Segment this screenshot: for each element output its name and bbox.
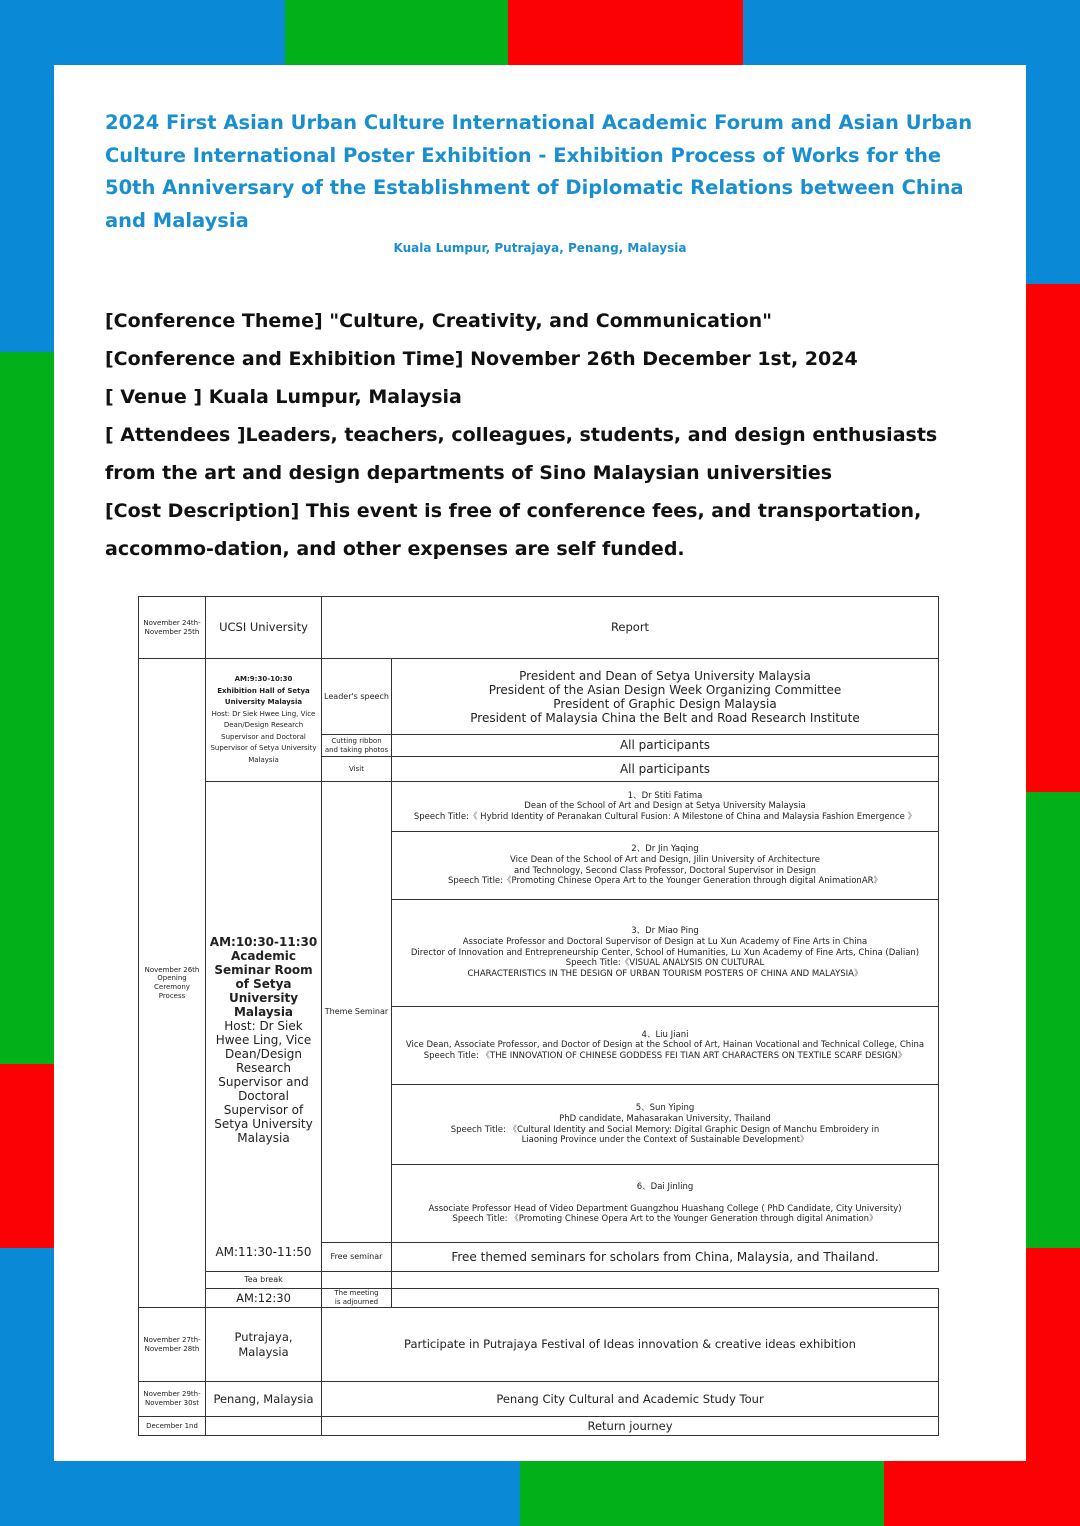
border-block: [508, 0, 743, 65]
date-cell: December 1nd: [139, 1417, 206, 1436]
activity-cell: Report: [322, 597, 939, 659]
table-row: [139, 1272, 939, 1289]
adjourn-time: AM:12:30: [206, 1289, 322, 1308]
border-block: [1026, 792, 1080, 1248]
date-cell: November 24th- November 25th: [139, 597, 206, 659]
activity-label: The meeting is adjourned: [322, 1289, 392, 1308]
activity-content: Free themed seminars for scholars from China, Malaysia, and Thailand.: [392, 1243, 939, 1272]
conference-attendees: [ Attendees ]Leaders, teachers, colleagues, students, and design enthusiasts from the art and design departments of Sino Malaysian universities: [105, 424, 938, 484]
opening-session-cell: [206, 659, 322, 782]
border-block: [0, 1064, 54, 1248]
activity-label: Free seminar: [322, 1243, 392, 1272]
conference-venue: [ Venue ] Kuala Lumpur, Malaysia: [105, 386, 462, 408]
border-block: [285, 0, 508, 65]
speaker-item: 3、Dr Miao Ping Associate Professor and Doctoral Supervisor of Design at Lu Xun Academy of Fine Arts in China Director of Innovation and Entrepreneurship Center, School of Humanities, Lu Xun Academy of Fine Arts, China (Dalian) Speech Title:《VISUAL ANALYSIS ON CULTURAL CHARACTERISTICS IN THE DESIGN OF URBAN TOURISM POSTERS OF CHINA AND MALAYSIA》: [392, 900, 939, 1007]
seminar-place: Academic Seminar Room of Setya University Malaysia: [214, 949, 313, 1019]
table-row: [139, 1417, 939, 1436]
border-block: [520, 1461, 884, 1526]
activity-cell: Penang City Cultural and Academic Study Tour: [322, 1382, 939, 1417]
activity-cell: Participate in Putrajaya Festival of Ideas innovation & creative ideas exhibition: [322, 1308, 939, 1382]
border-block: [884, 1461, 1080, 1526]
place-cell: Penang, Malaysia: [206, 1382, 322, 1417]
conference-info: [105, 302, 975, 568]
speaker-item: 6、Dai Jinling Associate Professor Head of Video Department Guangzhou Huashang College ( PhD Candidate, City University) Speech Title: 《Promoting Chinese Opera Art to the Younger Generation through digital Animation》: [392, 1165, 939, 1243]
date-cell: November 29th- November 30st: [139, 1382, 206, 1417]
schedule-table: [138, 596, 939, 1436]
seminar-time: AM:10:30-11:30: [209, 935, 318, 949]
activity-content: [392, 1289, 939, 1308]
activity-content: [322, 1272, 392, 1289]
activity-cell: Return journey: [322, 1417, 939, 1436]
place-cell: UCSI University: [206, 597, 322, 659]
table-row: [139, 1289, 939, 1308]
seminar-host: Host: Dr Siek Hwee Ling, Vice Dean/Design Research Supervisor and Doctoral Supervisor of Setya University Malaysia: [214, 1019, 313, 1145]
activity-label: Leader's speech: [322, 659, 392, 735]
activity-content: President and Dean of Setya University Malaysia President of the Asian Design Week Organizing Committee President of Graphic Design Malaysia President of Malaysia China the Belt and Road Research Institute: [392, 659, 939, 735]
speaker-item: 1、Dr Stiti Fatima Dean of the School of Art and Design at Setya University Malaysia Speech Title:《 Hybrid Identity of Peranakan Cultural Fusion: A Milestone of China and Malaysia Fashion Emergence 》: [392, 782, 939, 832]
conference-time: [Conference and Exhibition Time] November 26th December 1st, 2024: [105, 348, 858, 370]
session-place: Exhibition Hall of Setya University Malaysia: [217, 686, 310, 706]
seminar-session-cell: [206, 782, 322, 1272]
activity-content: All participants: [392, 757, 939, 782]
border-block: [0, 1461, 520, 1526]
conference-theme: [Conference Theme] "Culture, Creativity, and Communication": [105, 310, 773, 332]
activity-content: All participants: [392, 735, 939, 757]
table-row: [139, 659, 939, 735]
date-cell: November 27th- November 28th: [139, 1308, 206, 1382]
conference-cost: [Cost Description] This event is free of conference fees, and transportation, accommo-dation, and other expenses are self funded.: [105, 500, 922, 560]
speaker-item: 2、Dr Jin Yaqing Vice Dean of the School of Art and Design, Jilin University of Architecture and Technology, Second Class Professor, Doctoral Supervisor in Design Speech Title:《Promoting Chinese Opera Art to the Younger Generation through digital AnimationAR》: [392, 832, 939, 900]
table-row: [139, 1308, 939, 1382]
table-row: [139, 782, 939, 832]
border-block: [0, 352, 54, 1064]
table-row: [139, 597, 939, 659]
activity-label: Theme Seminar: [322, 782, 392, 1243]
speaker-item: 4、Liu Jiani Vice Dean, Associate Professor, and Doctor of Design at the School of Art, Hainan Vocational and Technical College, China Speech Title: 《THE INNOVATION OF CHINESE GODDESS FEI TIAN ART CHARACTERS ON TEXTILE SCARF DESIGN》: [392, 1007, 939, 1085]
place-cell: Putrajaya, Malaysia: [206, 1308, 322, 1382]
page-subtitle: Kuala Lumpur, Putrajaya, Penang, Malaysia: [393, 241, 687, 255]
session-time: AM:9:30-10:30: [234, 675, 293, 683]
session-host: Host: Dr Siek Hwee Ling, Vice Dean/Design Research Supervisor and Doctoral Supervisor of Setya University Malaysia: [210, 709, 317, 764]
page-title: 2024 First Asian Urban Culture International Academic Forum and Asian Urban Culture International Poster Exhibition - Exhibition Process of Works for the 50th Anniversary of the Establishment of Diplomatic Relations between China and Malaysia: [105, 111, 973, 232]
date-cell: November 26th Opening Ceremony Process: [139, 659, 206, 1308]
speaker-item: 5、Sun Yiping PhD candidate, Mahasarakan University, Thailand Speech Title: 《Cultural Identity and Social Memory: Digital Graphic Design of Manchu Embroidery in Liaoning Province under the Context of Sustainable Development》: [392, 1085, 939, 1165]
activity-label: Tea break: [206, 1272, 322, 1289]
place-cell: [206, 1417, 322, 1436]
activity-label: Visit: [322, 757, 392, 782]
border-block: [1026, 284, 1080, 792]
border-block: [0, 0, 54, 352]
tea-time: AM:11:30-11:50: [215, 1245, 312, 1259]
table-row: [139, 1382, 939, 1417]
activity-label: Cutting ribbon and taking photos: [322, 735, 392, 757]
